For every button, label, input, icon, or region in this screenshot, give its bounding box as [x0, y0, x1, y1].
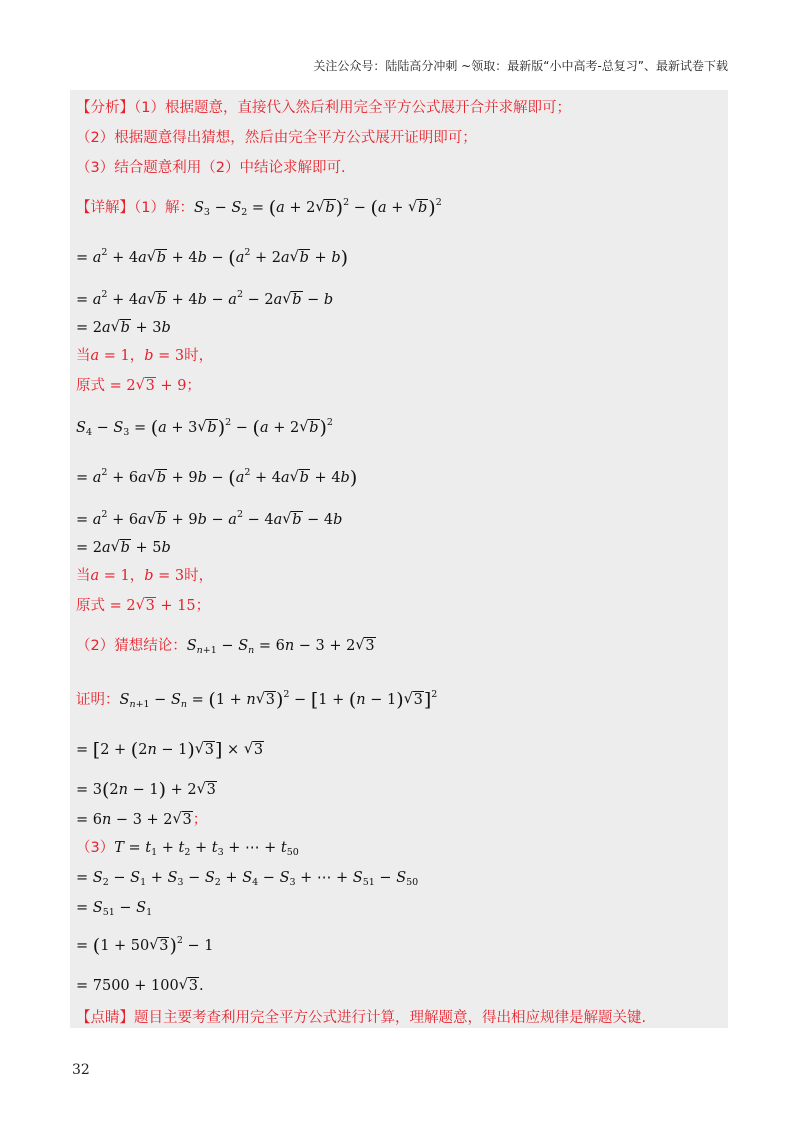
math-line: = 2a√ b + 3b — [76, 318, 171, 338]
result-line: 原式 = 2√ 3 + 15； — [76, 596, 210, 616]
math-line: = $a^2 + 6a√$ $b + 9b - a^2 - 4a√$ b − 4b — [76, 510, 342, 530]
comment-label: 【点睛】 — [76, 1010, 134, 1026]
comment-line: 【点睛】题目主要考查利用完全平方公式进行计算，理解题意，得出相应规律是解题关键. — [76, 1010, 647, 1026]
math-line: = $a^2 + 4a√$ $b + 4b - a^2 - 2a√$ b − b — [76, 290, 333, 310]
analysis-line-2: （2）根据题意得出猜想，然后由完全平方公式展开证明即可； — [76, 130, 477, 146]
part3-line: $(3)T = t_1 + t_2 + t_3$ + ⋯ + $t_{50}$ — [76, 840, 299, 858]
conjecture-line: （2）猜想结论：$S_{n+1} - S_n = 6n - 3 + 2√$ 3 — [76, 636, 376, 656]
math-line: = 3(2n − 1) + 2√ 3 — [76, 780, 217, 800]
math-line: = 2a√ b + 5b — [76, 538, 171, 558]
analysis-line-1: 【分析】（1）根据题意，直接代入然后利用完全平方公式展开合并求解即可； — [76, 100, 571, 116]
analysis-label: 【分析】 — [76, 100, 134, 116]
detail-line-s3-s2: 【详解】（1）解：$S_3 - S_2 = (a + 2√$ b)$^2$ − (a + √ b)$^2$ — [76, 198, 442, 218]
analysis-line-3: （3）结合题意利用（2）中结论求解即可. — [76, 160, 346, 176]
math-line: = 6n − 3 + 2√ 3； — [76, 810, 207, 830]
math-line: = 7500 + 100√ 3. — [76, 976, 204, 996]
math-line: = [2 + (2n − 1)√ 3] × √ 3 — [76, 740, 264, 760]
page-header: 关注公众号：陆陆高分冲刺 ~领取：最新版“小中高考-总复习”、最新试卷下载 — [313, 59, 728, 73]
math-line: = $S_{51} - S_1$ — [76, 900, 153, 918]
condition-line: 当a = 1，b = 3时， — [76, 568, 214, 584]
math-line: = $a^2 + 4a√$ $b + 4b - (a^2 + 2a√$ b + b) — [76, 248, 348, 268]
proof-line: 证明：$S_{n+1} - S_n = (1 + n√$ 3)$^2$ − [1 + (n − 1)√ 3]$^2$ — [76, 690, 437, 710]
page-number: 32 — [72, 1062, 90, 1078]
math-line-s4-s3: $S_4 - S_3 = (a + 3√$ b)$^2$ − (a + 2√ b)$^2$ — [76, 418, 333, 438]
math-line: = (1 + 50√ 3)$^2$ − 1 — [76, 936, 214, 956]
condition-line: 当a = 1，b = 3时， — [76, 348, 214, 364]
detail-label: 【详解】 — [76, 200, 134, 216]
result-line: 原式 = 2√ 3 + 9； — [76, 376, 201, 396]
math-line: = $a^2 + 6a√$ $b + 9b - (a^2 + 4a√$ b + 4b) — [76, 468, 357, 488]
math-line: = $S_2 - S_1 + S_3 - S_2 + S_4 - S_3$ + ⋯ + $S_{51} - S_{50}$ — [76, 870, 419, 888]
